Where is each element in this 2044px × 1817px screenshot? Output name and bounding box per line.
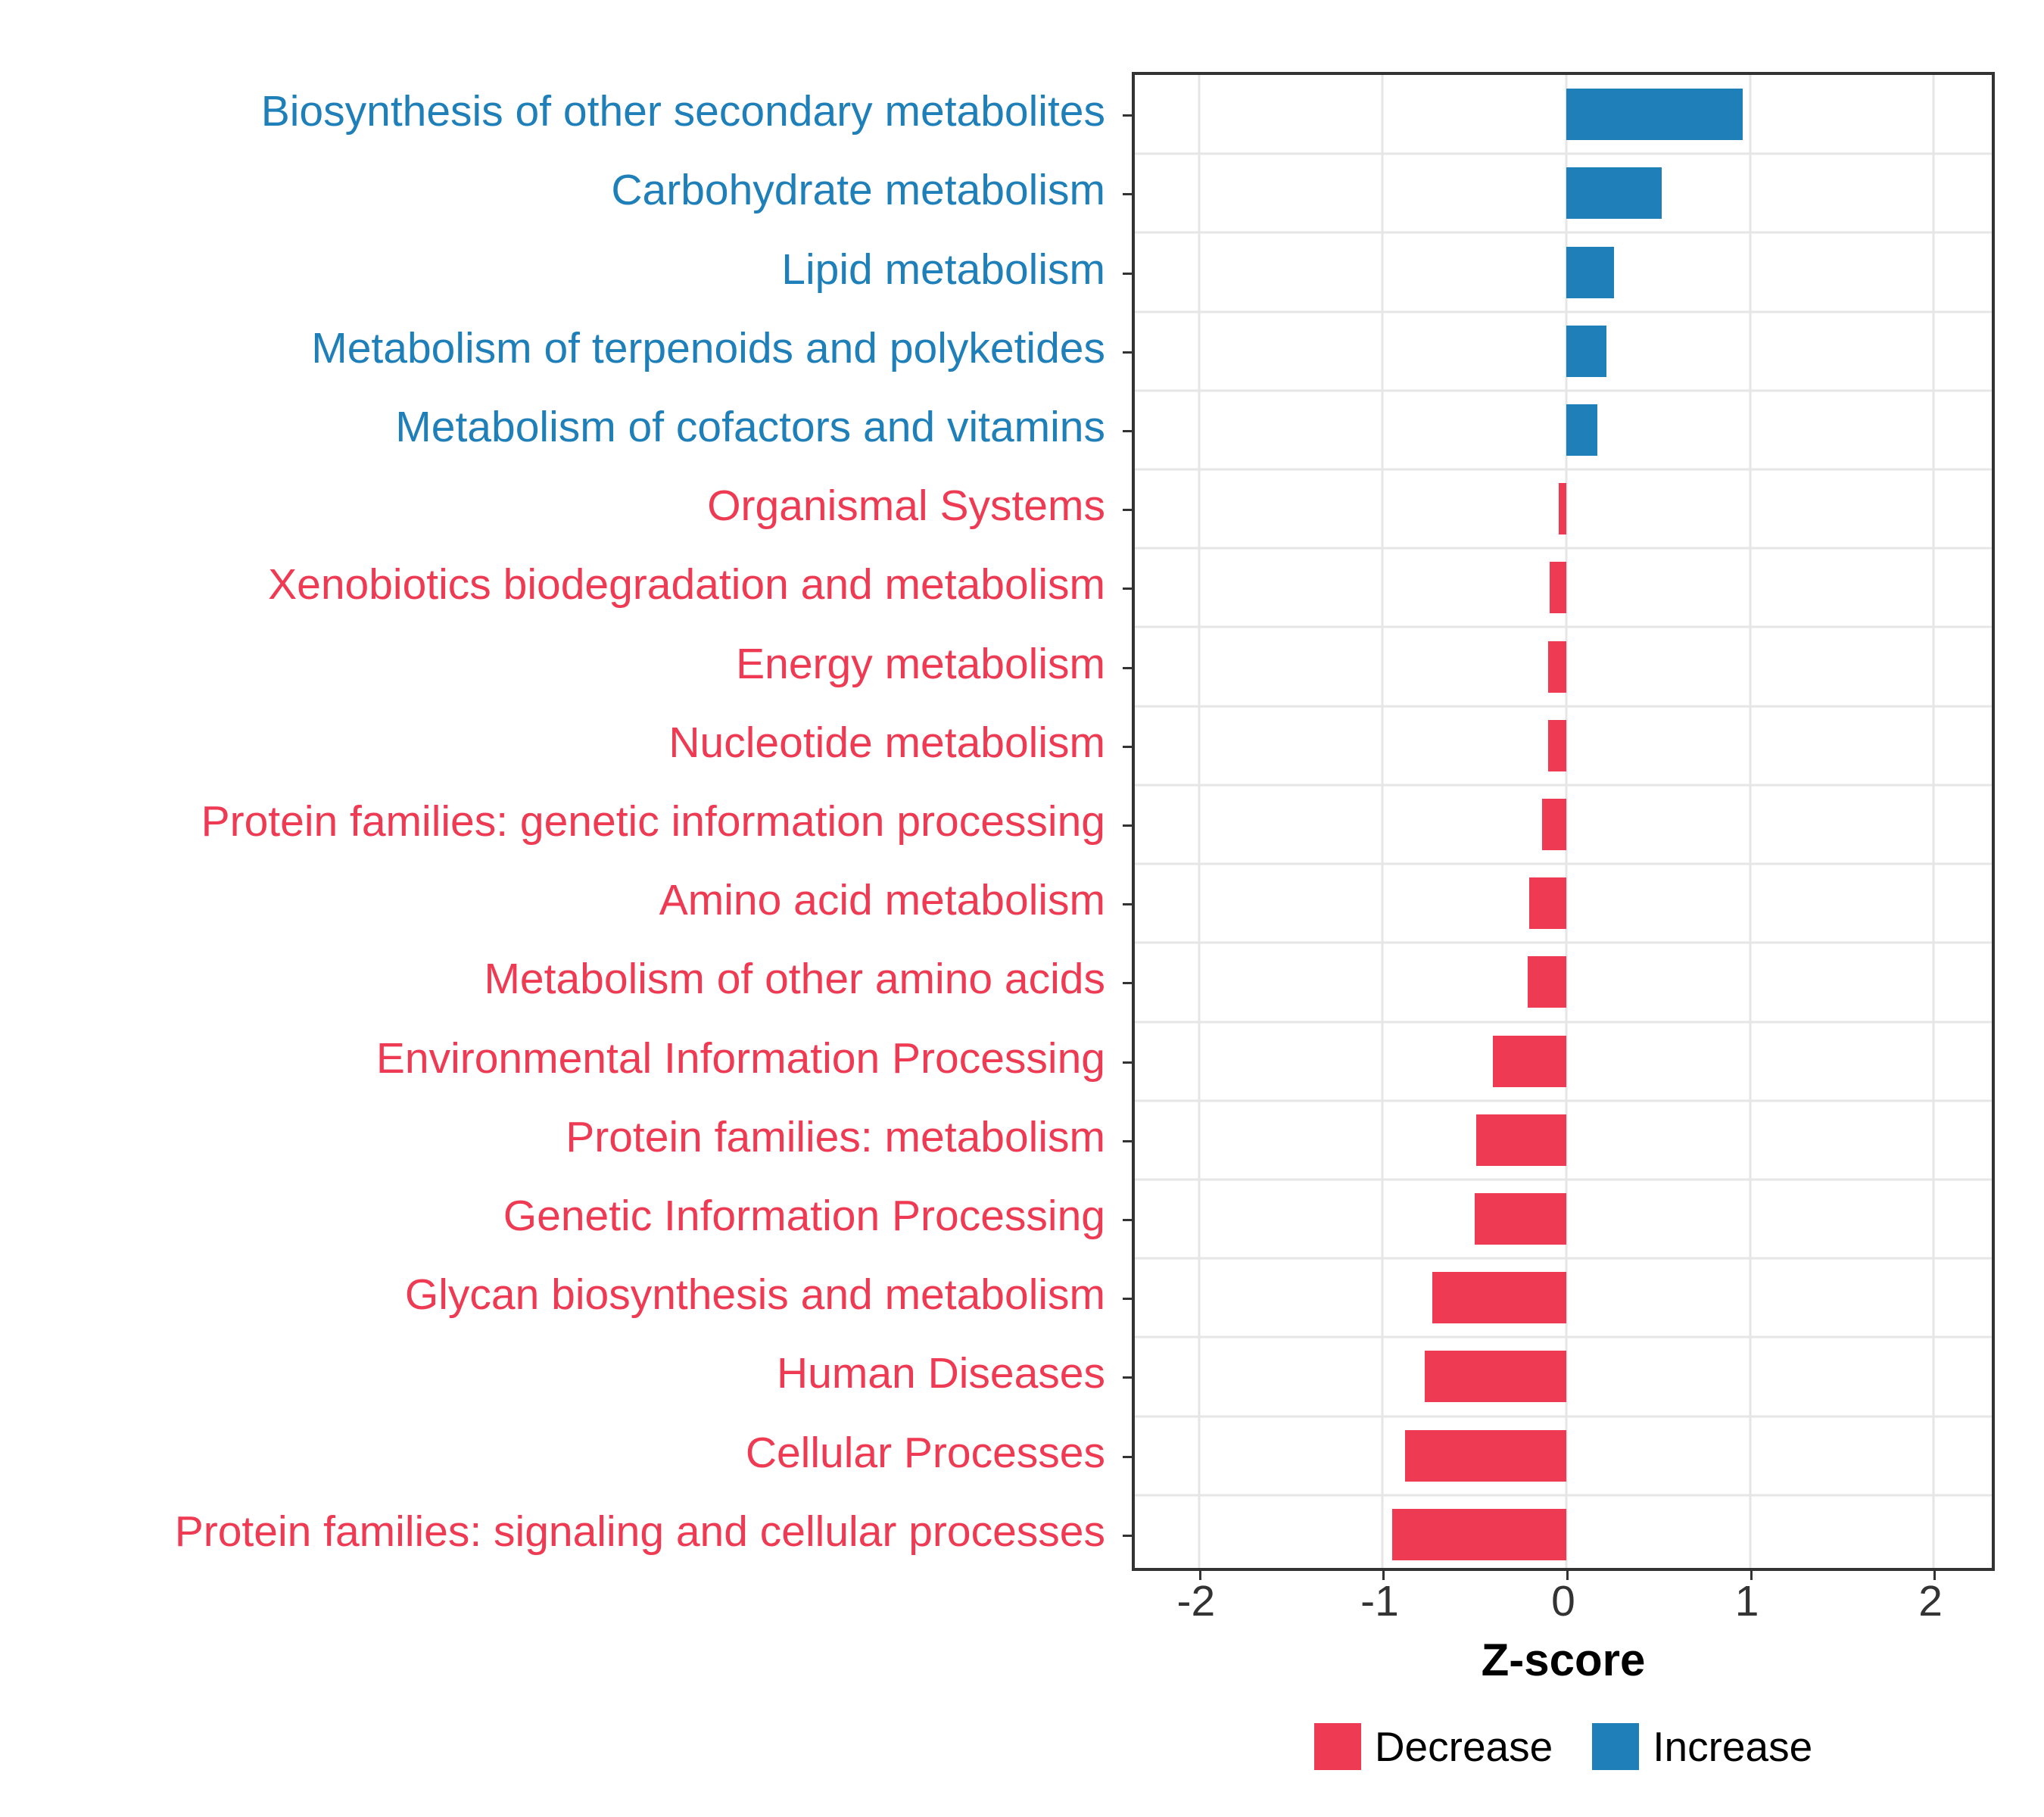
y-axis-tick: [1123, 114, 1135, 117]
y-axis-label: Human Diseases: [776, 1349, 1105, 1398]
y-axis-label: Metabolism of terpenoids and polyketides: [311, 323, 1105, 372]
y-axis-label: Xenobiotics biodegradation and metabolism: [268, 560, 1105, 609]
y-axis-tick: [1123, 1061, 1135, 1064]
y-axis-tick: [1123, 824, 1135, 827]
bar: [1529, 877, 1566, 929]
bar: [1559, 483, 1566, 535]
bar: [1432, 1272, 1566, 1323]
legend-item: [1592, 1722, 1812, 1771]
bar: [1566, 89, 1743, 140]
y-axis-label: Metabolism of other amino acids: [484, 955, 1105, 1004]
y-axis-tick: [1123, 982, 1135, 984]
x-axis-tick-label: -1: [1360, 1577, 1399, 1625]
x-axis-tick-label: 1: [1734, 1577, 1759, 1625]
bar: [1566, 326, 1606, 377]
y-axis-label: Metabolism of cofactors and vitamins: [395, 402, 1105, 451]
bar: [1392, 1509, 1566, 1560]
bar: [1493, 1036, 1566, 1087]
legend-swatch: [1314, 1723, 1361, 1770]
y-axis-tick: [1123, 509, 1135, 511]
bar: [1566, 404, 1597, 456]
y-axis-tick: [1123, 746, 1135, 748]
y-axis-label: Carbohydrate metabolism: [611, 166, 1105, 215]
y-axis-label: Nucleotide metabolism: [668, 718, 1105, 767]
y-axis-category-labels: [0, 72, 1119, 1571]
y-axis-label: Cellular Processes: [745, 1428, 1105, 1477]
y-axis-label: Organismal Systems: [707, 482, 1105, 531]
x-axis-tick-label: 0: [1551, 1577, 1575, 1625]
bar-series: [1135, 75, 1992, 1568]
y-axis-label: Glycan biosynthesis and metabolism: [404, 1270, 1105, 1320]
legend-label: Decrease: [1374, 1723, 1553, 1770]
y-axis-tick: [1123, 587, 1135, 590]
x-axis-title: Z-score: [1481, 1635, 1646, 1685]
x-axis-tick-label: 2: [1918, 1577, 1943, 1625]
y-axis-label: Biosynthesis of other secondary metabolites: [260, 87, 1105, 136]
y-axis-label: Protein families: metabolism: [566, 1112, 1105, 1161]
y-axis-tick: [1123, 273, 1135, 275]
y-axis-tick: [1123, 1298, 1135, 1300]
plot-panel: [1132, 72, 1995, 1571]
x-axis-tick-label: -2: [1176, 1577, 1216, 1625]
y-axis-label: Genetic Information Processing: [503, 1192, 1105, 1241]
y-axis-tick: [1123, 1376, 1135, 1379]
y-axis-tick: [1123, 430, 1135, 432]
bar: [1476, 1114, 1566, 1166]
bar: [1566, 247, 1614, 298]
bar: [1425, 1351, 1566, 1402]
bar: [1566, 167, 1662, 219]
y-axis-label: Energy metabolism: [736, 639, 1105, 688]
chart-legend: [1132, 1722, 1995, 1771]
y-axis-tick: [1123, 667, 1135, 669]
bar: [1528, 956, 1566, 1008]
y-axis-label: Environmental Information Processing: [375, 1033, 1105, 1083]
y-axis-label: Amino acid metabolism: [659, 876, 1105, 925]
y-axis-tick: [1123, 351, 1135, 354]
bar: [1405, 1430, 1566, 1482]
y-axis-label: Protein families: signaling and cellular processes: [174, 1507, 1105, 1556]
y-axis-tick: [1123, 193, 1135, 195]
legend-label: Increase: [1653, 1723, 1813, 1770]
bar: [1548, 720, 1566, 771]
bar: [1475, 1193, 1566, 1245]
x-axis-tick-labels: [1132, 1576, 1995, 1629]
y-axis-tick: [1123, 1219, 1135, 1221]
legend-item: [1314, 1722, 1553, 1771]
y-axis-label: Protein families: genetic information processing: [201, 797, 1105, 846]
bar: [1548, 641, 1566, 693]
bar: [1550, 562, 1566, 613]
bar: [1542, 799, 1566, 850]
y-axis-tick: [1123, 903, 1135, 905]
y-axis-label: Lipid metabolism: [781, 245, 1105, 294]
legend-swatch: [1592, 1723, 1639, 1770]
y-axis-tick: [1123, 1140, 1135, 1142]
y-axis-tick: [1123, 1456, 1135, 1458]
y-axis-tick: [1123, 1535, 1135, 1537]
